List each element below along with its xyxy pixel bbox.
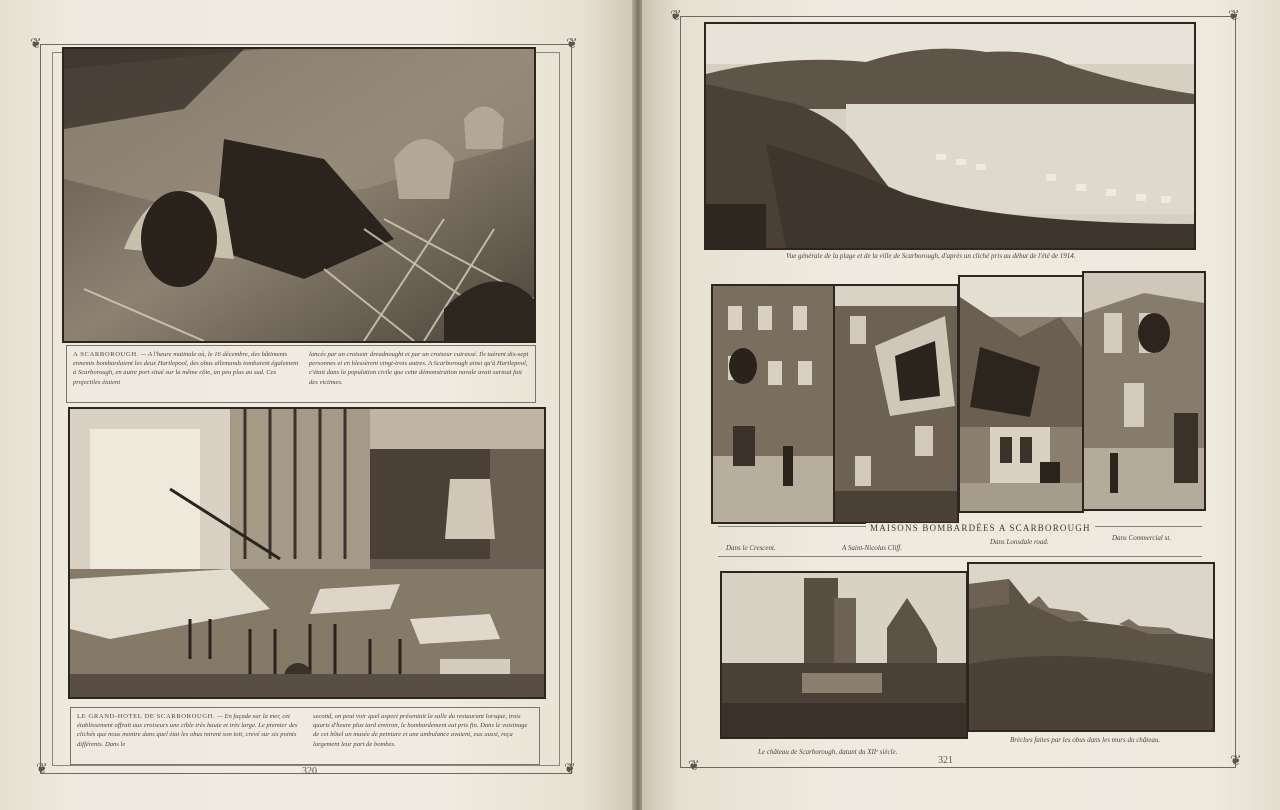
houses-title: MAISONS BOMBARDÉES A SCARBOROUGH — [866, 523, 1095, 533]
hotel-caption-text-col2: second, on peut voir quel aspect présentait la salle du restaurant lorsque, trois quarts d'heure plus tard environ, le bombardement eut pris fin. Dans le voisinage de cet hôtel un musée de peinture et une ambulance avaient, eux aussi, reçu largement leur part de bombes. — [313, 713, 528, 748]
corner-ornament: ❦ — [688, 759, 700, 774]
hotel-caption-text-col1: — En façade sur la mer, cet établissement offrait aux croiseurs une cible très haute et très large. Le premier des clichés que nous montre dans quel état les obus mirent son toit, crevé sur six points différents. Dans le — [77, 713, 298, 748]
houses-caption-rule — [718, 556, 1202, 557]
photo-castle-wall-breaches — [967, 562, 1215, 732]
corner-ornament: ❦ — [564, 762, 576, 777]
photo-hotel-restaurant — [68, 407, 546, 699]
corner-ornament: ❦ — [670, 9, 682, 24]
photo-house-commercial-st — [1082, 271, 1206, 511]
left-page — [0, 0, 634, 810]
house-caption-crescent: Dans le Crescent. — [726, 544, 776, 552]
corner-ornament: ❦ — [566, 37, 578, 52]
roof-caption-text-col1: — A l'heure matinale où, le 16 décembre, des bâtiments ennemis bombardaient les deux Hartlepool, des obus allemands tombaient également à Scarborough, en autre port situé sur la même côte, un peu plus au sud. Ces projectiles étaient — [73, 351, 299, 386]
corner-ornament: ❦ — [1228, 9, 1240, 24]
photo-beach-panorama — [704, 22, 1196, 250]
right-page — [642, 0, 1280, 810]
photo-house-saint-nicolas-cliff — [833, 284, 959, 524]
wall-caption: Brèches faites par les obus dans les murs du château. — [1010, 736, 1161, 744]
castle-caption: Le château de Scarborough, datant du XIIᵉ siècle. — [758, 748, 898, 756]
photo-damaged-roof — [62, 47, 536, 343]
page-number-right: 321 — [938, 755, 953, 766]
house-caption-lonsdale-road: Dans Lonsdale road. — [990, 538, 1049, 546]
hotel-caption-box — [70, 707, 540, 765]
photo-house-lonsdale-road — [958, 275, 1084, 513]
page-number-left: 320 — [302, 766, 317, 777]
corner-ornament: ❦ — [30, 37, 42, 52]
roof-caption-box — [66, 345, 536, 403]
corner-ornament: ❦ — [1230, 754, 1242, 769]
panorama-caption: Vue générale de la plage et de la ville de Scarborough, d'après un cliché pris au début de l'été de 1914. — [786, 252, 1076, 260]
photo-castle — [720, 571, 968, 739]
corner-ornament: ❦ — [36, 762, 48, 777]
house-caption-commercial-st: Dans Commercial st. — [1112, 534, 1172, 542]
roof-caption-heading: A SCARBOROUGH. — [73, 351, 139, 358]
photo-house-crescent — [711, 284, 835, 524]
roof-caption-text-col2: lancés par un croiseur dreadnought et par un croiseur cuirassé. Ils tuèrent dix-sept personnes et en blessèrent vingt-trois autres. A Scarborough ainsi qu'à Hartlepool, c'était dans la population civile que cette démonstration navale avait surtout fait des victimes. — [309, 351, 529, 386]
house-caption-saint-nicolas-cliff: A Saint-Nicolas Cliff. — [842, 544, 902, 552]
hotel-caption-heading: LE GRAND-HOTEL DE SCARBOROUGH. — [77, 713, 216, 720]
